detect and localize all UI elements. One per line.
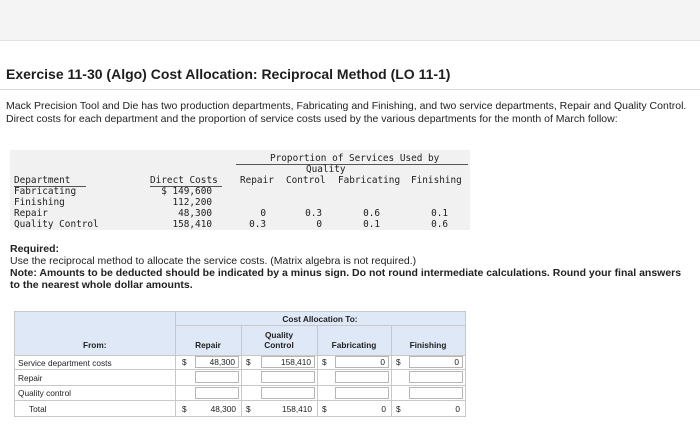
repair-fabricating-input[interactable]: [335, 371, 389, 383]
row-repair-fabricating: 0.6: [363, 208, 380, 219]
repair-finishing-input[interactable]: [409, 371, 463, 383]
exercise-title: Exercise 11-30 (Algo) Cost Allocation: Reciprocal Method (LO 11-1): [6, 66, 451, 82]
required-label: Required:: [10, 243, 60, 255]
row-label-quality-control: Quality control: [18, 388, 72, 398]
qc-fabricating-input[interactable]: [335, 387, 389, 399]
top-bar: [0, 0, 700, 41]
col-alloc-finishing: Finishing: [409, 340, 447, 350]
row-department-finishing: Finishing: [14, 197, 65, 208]
required-text: Use the reciprocal method to allocate the service costs. (Matrix algebra is not required.): [10, 255, 417, 267]
grid-line: [317, 326, 318, 416]
currency-symbol: $: [396, 404, 401, 414]
row-qc-repair: 0.3: [249, 219, 266, 230]
required-section: [10, 243, 690, 291]
row-direct-finishing: 112,200: [172, 197, 212, 208]
currency-symbol: $: [246, 404, 251, 414]
grid-line: [15, 369, 465, 370]
col-alloc-repair: Repair: [195, 340, 221, 350]
from-label: From:: [83, 340, 107, 350]
proportion-group-header: Proportion of Services Used by: [270, 153, 440, 164]
grid-line: [15, 385, 465, 386]
group-header-underline: [236, 164, 468, 165]
qc-finishing-input[interactable]: [409, 387, 463, 399]
col-alloc-quality-bottom: Control: [264, 340, 294, 350]
col-quality-bottom: Control: [286, 175, 326, 186]
row-repair-finishing: 0.1: [431, 208, 448, 219]
grid-line: [241, 326, 242, 416]
total-fabricating: 0: [381, 404, 386, 414]
repair-repair-input[interactable]: [195, 371, 239, 383]
cost-allocation-table: [14, 311, 466, 417]
col-fabricating: Fabricating: [338, 175, 401, 186]
service-costs-qc-input[interactable]: 158,410: [261, 356, 315, 368]
row-department-repair: Repair: [14, 208, 48, 219]
col-department: Department: [14, 175, 71, 186]
total-qc: 158,410: [282, 404, 312, 414]
currency-symbol: $: [246, 357, 251, 367]
currency-symbol: $: [396, 357, 401, 367]
col-direct-costs: Direct Costs: [150, 175, 218, 186]
header-divider: [175, 325, 465, 326]
grid-line: [15, 355, 465, 356]
row-repair-qc: 0.3: [305, 208, 322, 219]
service-costs-finishing-input[interactable]: 0: [409, 356, 463, 368]
currency-symbol: $: [182, 357, 187, 367]
required-note: Note: Amounts to be deducted should be indicated by a minus sign. Do not round intermediate calculations. Round your final answers to the nearest whole dollar amounts.: [10, 267, 682, 291]
total-finishing: 0: [455, 404, 460, 414]
row-direct-fabricating: $ 149,600: [161, 186, 212, 197]
service-costs-fabricating-input[interactable]: 0: [335, 356, 389, 368]
row-label-repair: Repair: [18, 373, 43, 383]
total-repair: 48,300: [210, 404, 236, 414]
row-qc-fabricating: 0.1: [363, 219, 380, 230]
row-label-total: Total: [29, 404, 47, 414]
col-finishing: Finishing: [411, 175, 462, 186]
row-qc-qc: 0: [316, 219, 322, 230]
repair-qc-input[interactable]: [261, 371, 315, 383]
currency-symbol: $: [322, 357, 327, 367]
given-data-table: [10, 150, 470, 230]
row-direct-repair: 48,300: [178, 208, 212, 219]
col-quality-top: Quality: [306, 164, 346, 175]
grid-line: [391, 326, 392, 416]
currency-symbol: $: [322, 404, 327, 414]
row-repair-repair: 0: [260, 208, 266, 219]
grid-line: [15, 400, 465, 401]
row-qc-finishing: 0.6: [431, 219, 448, 230]
row-direct-quality-control: 158,410: [172, 219, 212, 230]
currency-symbol: $: [182, 404, 187, 414]
title-divider: [0, 89, 700, 90]
service-costs-repair-input[interactable]: 48,300: [195, 356, 239, 368]
col-alloc-quality-top: Quality: [264, 330, 294, 340]
qc-qc-input[interactable]: [261, 387, 315, 399]
col-repair: Repair: [240, 175, 274, 186]
row-label-service-costs: Service department costs: [18, 358, 112, 368]
row-department-fabricating: Fabricating: [14, 186, 77, 197]
exercise-intro: Mack Precision Tool and Die has two production departments, Fabricating and Finishing, and two service departments, Repair and Quality Control. Direct costs for each department and the proportion of service costs used by the various departments for the month of March follow:: [6, 100, 687, 125]
cost-allocation-header: Cost Allocation To:: [282, 314, 358, 324]
row-department-quality-control: Quality Control: [14, 219, 99, 230]
qc-repair-input[interactable]: [195, 387, 239, 399]
col-alloc-fabricating: Fabricating: [331, 340, 377, 350]
